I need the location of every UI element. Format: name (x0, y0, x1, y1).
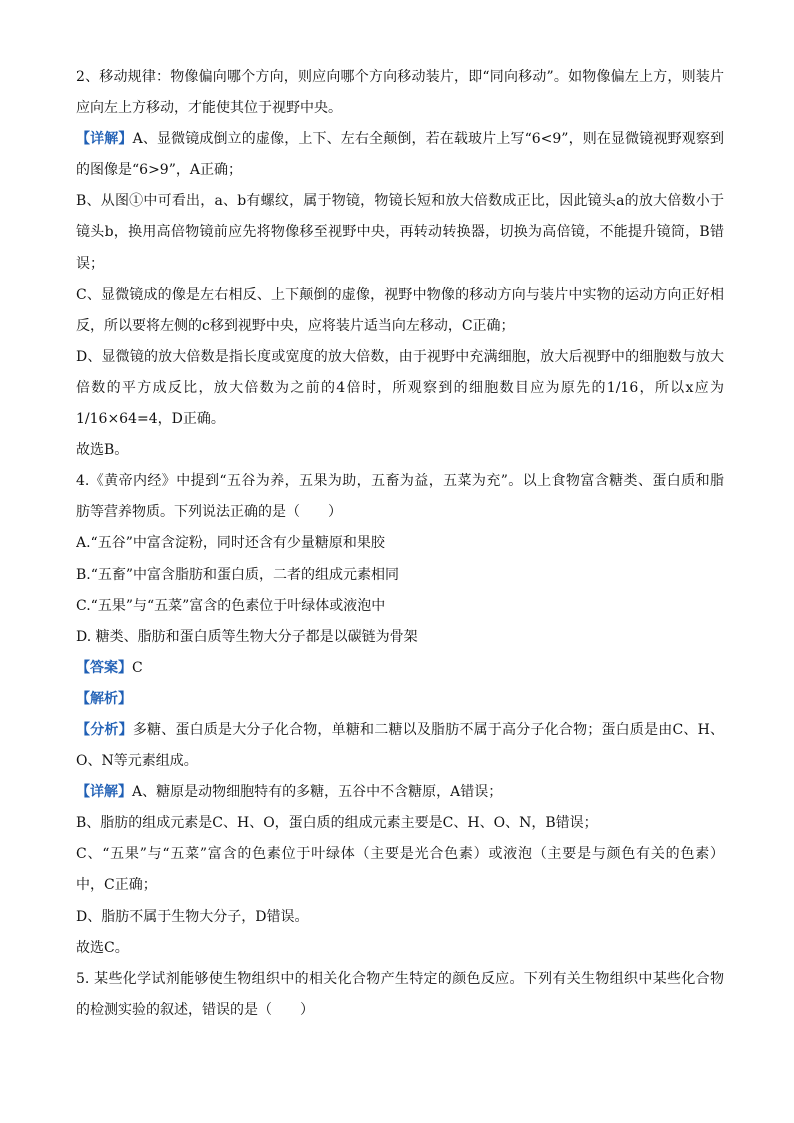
text-line (76, 249, 724, 280)
text-line (76, 933, 724, 964)
section-tag: 【分析】 (76, 721, 133, 738)
text-line (76, 591, 724, 622)
line-text: 故选C。 (76, 939, 129, 956)
line-text: 1/16×64=4，D正确。 (76, 411, 225, 428)
text-line (76, 995, 724, 1026)
text-line (76, 497, 724, 528)
text-line (76, 560, 724, 591)
line-text: B、从图①中可看出，a、b有螺纹，属于物镜，物镜长短和放大倍数成正比，因此镜头a的放大倍数小于 (76, 193, 724, 210)
line-text: B、脂肪的组成元素是C、H、O，蛋白质的组成元素主要是C、H、O、N，B错误； (76, 815, 598, 832)
line-text: 多糖、蛋白质是大分子化合物，单糖和二糖以及脂肪不属于高分子化合物；蛋白质是由C、H、 (132, 721, 724, 738)
line-text: 误； (76, 255, 104, 272)
text-line (76, 870, 724, 901)
text-line (76, 746, 724, 777)
line-text: 倍数的平方成反比，放大倍数为之前的4倍时，所观察到的细胞数目应为原先的1/16，所以x应为 (76, 379, 724, 396)
section-tag: 【详解】 (76, 131, 133, 148)
line-text: C.“五果”与“五菜”富含的色素位于叶绿体或液泡中 (76, 597, 386, 614)
text-line (76, 342, 724, 373)
text-line (76, 373, 724, 404)
text-line (76, 622, 724, 653)
document-page (76, 62, 724, 1026)
line-text: D. 糖类、脂肪和蛋白质等生物大分子都是以碳链为骨架 (76, 628, 418, 645)
text-line (76, 528, 724, 559)
line-text: 2、移动规律：物像偏向哪个方向，则应向哪个方向移动装片，即“同向移动”。如物像偏左上方，则装片 (76, 69, 724, 85)
text-line (76, 62, 724, 93)
text-line (76, 155, 724, 186)
line-text: 故选B。 (76, 442, 129, 459)
line-text: 4.《黄帝内经》中提到“五谷为养，五果为助，五畜为益，五菜为充”。以上食物富含糖类、蛋白质和脂 (76, 473, 724, 490)
text-line (76, 715, 724, 746)
line-text: C、“五果”与“五菜”富含的色素位于叶绿体（主要是光合色素）或液泡（主要是与颜色有关的色素） (76, 846, 724, 863)
text-line (76, 684, 724, 715)
line-text: D、脂肪不属于生物大分子，D错误。 (76, 908, 309, 925)
line-text: D、显微镜的放大倍数是指长度或宽度的放大倍数，由于视野中充满细胞，放大后视野中的细胞数与放大 (76, 348, 724, 365)
text-line (76, 808, 724, 839)
line-text: 的检测实验的叙述，错误的是（ ） (76, 1001, 314, 1018)
line-text: B.“五畜”中富含脂肪和蛋白质，二者的组成元素相同 (76, 566, 400, 583)
text-line (76, 777, 724, 808)
line-text: A、显微镜成倒立的虚像，上下、左右全颠倒，若在载玻片上写“6<9”，则在显微镜视野观察到 (132, 131, 724, 148)
line-text: 的图像是“6>9”，A正确； (76, 162, 242, 179)
line-text: 肪等营养物质。下列说法正确的是（ ） (76, 504, 342, 521)
text-line (76, 839, 724, 870)
section-tag: 【解析】 (76, 690, 132, 707)
text-line (76, 186, 724, 217)
line-text: O、N等元素组成。 (76, 753, 198, 770)
text-line (76, 653, 724, 684)
text-line (76, 93, 724, 124)
line-text: 中，C正确； (76, 877, 157, 894)
text-line (76, 964, 724, 995)
line-text: 镜头b，换用高倍物镜前应先将物像移至视野中央，再转动转换器，切换为高倍镜，不能提升镜筒，B错 (76, 224, 724, 241)
line-text: C、显微镜成的像是左右相反、上下颠倒的虚像，视野中物像的移动方向与装片中实物的运动方向正好相 (76, 286, 724, 303)
line-text: 反，所以要将左侧的c移到视野中央，应将装片适当向左移动，C正确； (76, 317, 515, 334)
section-tag: 【答案】 (76, 659, 132, 676)
line-text: C (132, 659, 143, 676)
text-line (76, 435, 724, 466)
text-line (76, 311, 724, 342)
line-text: 应向左上方移动，才能使其位于视野中央。 (76, 100, 342, 117)
text-line (76, 217, 724, 248)
line-text: A、糖原是动物细胞特有的多糖，五谷中不含糖原，A错误； (132, 784, 503, 801)
text-line (76, 902, 724, 933)
text-line (76, 466, 724, 497)
text-line (76, 124, 724, 155)
text-line (76, 280, 724, 311)
section-tag: 【详解】 (76, 784, 132, 801)
line-text: 5. 某些化学试剂能够使生物组织中的相关化合物产生特定的颜色反应。下列有关生物组织中某些化合物 (76, 970, 724, 987)
line-text: A.“五谷”中富含淀粉，同时还含有少量糖原和果胶 (76, 535, 385, 552)
text-line (76, 404, 724, 435)
